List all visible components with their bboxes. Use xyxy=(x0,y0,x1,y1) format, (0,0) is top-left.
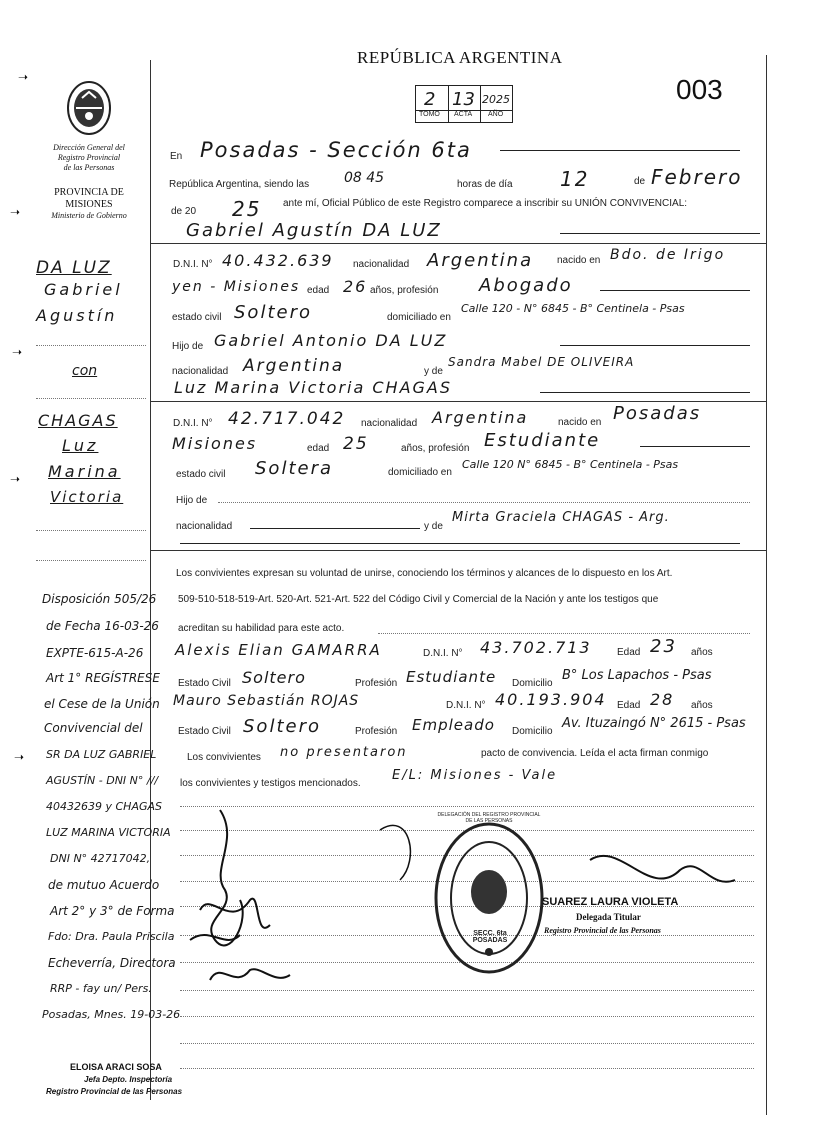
de-label: de xyxy=(634,176,646,187)
margin-disposition-2: de Fecha 16-03-26 xyxy=(46,619,159,633)
w2-anios-label: años xyxy=(691,700,713,711)
margin-name1-line1: DA LUZ xyxy=(36,258,112,278)
p1-nacido-1: Bdo. de Irigo xyxy=(610,247,726,263)
closing-note: E/L: Misiones - Vale xyxy=(392,768,558,783)
p1-dni-label: D.N.I. N° xyxy=(173,259,213,270)
declaration-line3: acreditan su habilidad para este acto. xyxy=(178,623,345,634)
acta-value: 13 xyxy=(452,89,475,110)
w1-profesion: Estudiante xyxy=(406,668,497,686)
w2-domicilio: Av. Ituzaingó N° 2615 - Psas xyxy=(562,716,746,731)
p1-profesion: Abogado xyxy=(479,275,573,296)
place: Posadas - Sección 6ta xyxy=(200,138,472,162)
authority-ministry: Ministerio de Gobierno xyxy=(51,211,127,220)
w1-dni-label: D.N.I. N° xyxy=(423,648,463,659)
w2-dni: 40.193.904 xyxy=(495,690,607,709)
w1-edad: 23 xyxy=(650,636,677,657)
seal-center-text: SECC. 6ta POSADAS xyxy=(472,930,508,944)
person1-fullname: Gabriel Agustín DA LUZ xyxy=(186,220,442,241)
p1-y-de-label: y de xyxy=(424,366,443,377)
declaration-line1: Los convivientes expresan su voluntad de unirse, conociendo los términos y alcances de lo dispuesto en los Art. xyxy=(176,568,673,579)
p2-nacionalidad-label: nacionalidad xyxy=(361,418,418,429)
margin-name2-line2: Luz xyxy=(62,436,99,455)
intro-clause: ante mí, Oficial Público de este Registro comparece a inscribir su UNIÓN CONVIVENCIAL: xyxy=(283,198,688,209)
w2-dni-label: D.N.I. N° xyxy=(446,700,486,711)
margin-disposition-5: el Cese de la Unión xyxy=(44,697,160,711)
horas-label: horas de día xyxy=(457,179,513,190)
en-label: En xyxy=(170,151,183,162)
closing-pacto-label: pacto de convivencia. Leída el acta firman conmigo xyxy=(481,748,709,759)
margin-disposition-14: Fdo: Dra. Paula Priscila xyxy=(48,930,175,943)
w1-domicilio: B° Los Lapachos - Psas xyxy=(562,668,712,683)
authority-province: PROVINCIA DE xyxy=(54,187,124,198)
p2-nacido-label: nacido en xyxy=(558,417,602,428)
p1-nac-padre: Argentina xyxy=(243,356,345,376)
p2-nacido-2: Misiones xyxy=(172,434,258,453)
margin-disposition-13: Art 2° y 3° de Forma xyxy=(50,904,175,918)
p1-domicilio-label: domiciliado en xyxy=(387,312,451,323)
acta-label: ACTA xyxy=(454,111,473,118)
p1-hijo-label: Hijo de xyxy=(172,341,204,352)
w2-edad: 28 xyxy=(650,690,675,709)
margin-disposition-8: AGUSTÍN - DNI N° /// xyxy=(46,774,159,787)
margin-disposition-6: Convivencial del xyxy=(44,721,143,735)
p2-y-de-label: y de xyxy=(424,521,443,532)
authority-line1: Dirección General del xyxy=(53,143,125,152)
act-number: 003 xyxy=(676,74,723,105)
p2-domicilio-label: domiciliado en xyxy=(388,467,452,478)
margin-disposition-17: Posadas, Mnes. 19-03-26 xyxy=(42,1008,181,1021)
margin-name1-line3: Agustín xyxy=(36,306,118,325)
p1-anios-label: años, profesión xyxy=(370,285,439,296)
tomo-label: TOMO xyxy=(419,111,440,118)
margin-arrow-2: ➝ xyxy=(10,205,21,219)
p1-edad: 26 xyxy=(343,277,368,296)
margin-disposition-15: Echeverría, Directora xyxy=(48,956,176,970)
w1-edad-label: Edad xyxy=(617,647,641,658)
margin-disposition-9: 40432639 y CHAGAS xyxy=(46,800,162,813)
declaration-line2: 509-510-518-519-Art. 520-Art. 521-Art. 522 del Código Civil y Comercial de la Nación y ante los testigos que xyxy=(178,594,659,605)
section-rule-2 xyxy=(150,401,766,402)
authority-province2: MISIONES xyxy=(65,199,113,210)
closing-pacto-value: no presentaron xyxy=(280,745,408,760)
p2-nac-label: nacionalidad xyxy=(176,521,233,532)
anio-label: AÑO xyxy=(488,111,504,118)
p2-dni: 42.717.042 xyxy=(228,409,346,429)
p2-domicilio: Calle 120 N° 6845 - B° Centinela - Psas xyxy=(462,458,679,471)
p1-domicilio: Calle 120 - N° 6845 - B° Centinela - Psas xyxy=(461,302,685,315)
margin-name2-line1: CHAGAS xyxy=(38,411,118,430)
section-rule-3 xyxy=(150,550,766,551)
republica-label: República Argentina, siendo las xyxy=(169,179,310,190)
time: 08 45 xyxy=(344,170,385,186)
p1-nacido-label: nacido en xyxy=(557,255,601,266)
p2-estado-label: estado civil xyxy=(176,469,226,480)
p1-estado-label: estado civil xyxy=(172,312,222,323)
p1-nac-padre-label: nacionalidad xyxy=(172,366,229,377)
coat-of-arms-icon xyxy=(66,80,112,141)
p1-nacionalidad: Argentina xyxy=(427,250,534,271)
margin-name2-line3: Marina xyxy=(48,462,121,481)
republic-heading: REPÚBLICA ARGENTINA xyxy=(357,48,563,67)
authority-line2: Registro Provincial xyxy=(57,153,121,162)
person2-fullname: Luz Marina Victoria CHAGAS xyxy=(174,378,453,397)
margin-disposition-4: Art 1° REGÍSTRESE xyxy=(46,671,160,685)
w2-estado: Soltero xyxy=(243,716,321,737)
footer-stamp-title2: Registro Provincial de las Personas xyxy=(46,1087,183,1096)
margin-disposition-11: DNI N° 42717042, xyxy=(50,852,151,865)
tomo-value: 2 xyxy=(424,89,438,110)
p1-nacionalidad-label: nacionalidad xyxy=(353,259,410,270)
year-suffix: 25 xyxy=(232,197,262,221)
p1-madre: Sandra Mabel DE OLIVEIRA xyxy=(448,355,635,369)
margin-disposition-3: EXPTE-615-A-26 xyxy=(46,646,144,660)
p1-padre: Gabriel Antonio DA LUZ xyxy=(214,331,448,350)
margin-arrow-4: ➝ xyxy=(10,472,21,486)
w1-estado-label: Estado Civil xyxy=(178,678,231,689)
p1-estado: Soltero xyxy=(234,302,312,323)
margin-disposition-16: RRP - fay un/ Pers. xyxy=(50,982,152,995)
margin-arrow-1: ➝ xyxy=(18,70,29,84)
official-seal xyxy=(433,820,545,981)
w2-name: Mauro Sebastián ROJAS xyxy=(173,693,360,709)
seal-ring-text: DELEGACIÓN DEL REGISTRO PROVINCIAL DE LAS PERSONAS xyxy=(437,812,541,824)
p2-estado: Soltera xyxy=(255,458,334,479)
p2-dni-label: D.N.I. N° xyxy=(173,418,213,429)
p2-hijo-label: Hijo de xyxy=(176,495,208,506)
margin-arrow-3: ➝ xyxy=(12,345,23,359)
left-column-rule xyxy=(150,60,151,1100)
p1-edad-label: edad xyxy=(307,285,330,296)
officer-name: SUAREZ LAURA VIOLETA xyxy=(542,896,679,908)
p1-nacido-2: yen - Misiones xyxy=(172,279,301,295)
w1-domicilio-label: Domicilio xyxy=(512,678,553,689)
w2-domicilio-label: Domicilio xyxy=(512,726,553,737)
closing-line2: los convivientes y testigos mencionados. xyxy=(180,778,361,789)
w1-name: Alexis Elian GAMARRA xyxy=(175,641,382,659)
margin-name1-line2: Gabriel xyxy=(44,280,123,299)
tomo-acta-box xyxy=(415,85,513,123)
margin-disposition-1: Disposición 505/26 xyxy=(42,592,157,606)
margin-disposition-12: de mutuo Acuerdo xyxy=(48,878,160,892)
w2-profesion: Empleado xyxy=(412,716,495,734)
w1-anios-label: años xyxy=(691,647,713,658)
authority-line3: de las Personas xyxy=(63,163,115,172)
p2-edad: 25 xyxy=(343,434,369,454)
section-rule-1 xyxy=(150,243,766,244)
w2-estado-label: Estado Civil xyxy=(178,726,231,737)
anio-value: 2025 xyxy=(482,93,510,106)
p2-anios-label: años, profesión xyxy=(401,443,470,454)
officer-registry: Registro Provincial de las Personas xyxy=(544,926,661,935)
margin-name2-line4: Victoria xyxy=(50,488,124,506)
w1-estado: Soltero xyxy=(242,668,306,687)
margin-disposition-7: SR DA LUZ GABRIEL xyxy=(46,748,157,761)
footer-stamp-title1: Jefa Depto. Inspectoría xyxy=(84,1075,173,1084)
p2-nacionalidad: Argentina xyxy=(432,408,529,427)
margin-arrow-5: ➝ xyxy=(14,750,25,764)
p2-nacido-1: Posadas xyxy=(613,403,702,424)
footer-stamp-name: ELOISA ARACI SOSA xyxy=(70,1062,162,1072)
w1-dni: 43.702.713 xyxy=(480,638,592,657)
year-prefix: de 20 xyxy=(171,206,197,217)
officer-title: Delegada Titular xyxy=(576,912,641,922)
p2-profesion: Estudiante xyxy=(484,430,601,451)
w2-profesion-label: Profesión xyxy=(355,726,398,737)
p1-dni: 40.432.639 xyxy=(222,251,334,270)
w1-profesion-label: Profesión xyxy=(355,678,398,689)
margin-con: con xyxy=(72,363,98,379)
day: 12 xyxy=(560,167,590,191)
month: Febrero xyxy=(651,165,743,189)
margin-disposition-10: LUZ MARINA VICTORIA xyxy=(46,826,171,839)
closing-convivientes-label: Los convivientes xyxy=(187,752,261,763)
p2-madre: Mirta Graciela CHAGAS - Arg. xyxy=(452,510,670,525)
w2-edad-label: Edad xyxy=(617,700,641,711)
p2-edad-label: edad xyxy=(307,443,330,454)
